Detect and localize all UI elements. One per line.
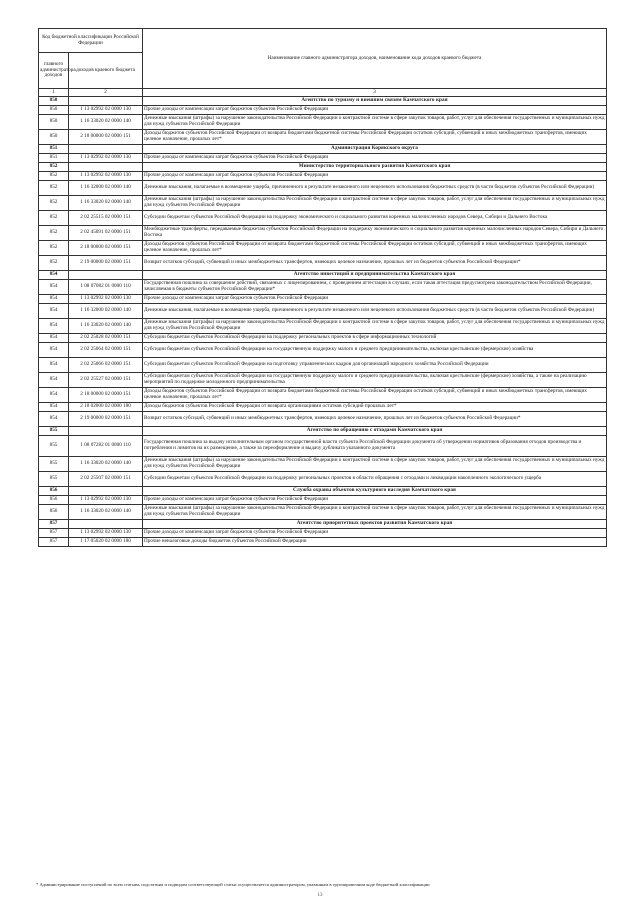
income-code-cell: 2 02 25515 02 0000 151 [69, 211, 143, 226]
income-code-cell: 2 18 00000 02 0000 151 [69, 388, 143, 403]
admin-code-cell: 854 [39, 358, 69, 373]
administrator-row [39, 163, 607, 172]
admin-code-cell: 850 [39, 130, 69, 145]
admin-code-cell: 854 [39, 412, 69, 427]
kbk-group-header: Код бюджетной классификации Российской Федерации [39, 29, 143, 53]
revenue-row [39, 412, 607, 427]
revenue-name-cell: Субсидии бюджетам субъектов Российской Федерации на подготовку управленческих кадров для организаций народного хозяйства Российской Федерации [143, 358, 607, 373]
admin-code-cell: 856 [39, 505, 69, 520]
administrator-name-cell: Агентство по обращению с отходами Камчатского края [143, 427, 607, 436]
income-column-header: доходов краевого бюджета [69, 53, 143, 89]
admin-code-cell: 852 [39, 256, 69, 271]
revenue-name-cell: Доходы бюджетов субъектов Российской Федерации от возврата бюджетами бюджетной системы Российской Федерации остатков субсидий, субвенций и иных межбюджетных трансфертов, имеющих целевое назначение, прошлых лет* [143, 241, 607, 256]
income-administrators-table [38, 28, 607, 547]
column-number: 2 [69, 89, 143, 97]
administrator-row [39, 145, 607, 154]
name-column-header: Наименование главного администратора доходов, наименование кода доходов краевого бюджета [143, 29, 607, 89]
admin-code-cell: 855 [39, 436, 69, 457]
income-code-cell: 1 08 07282 01 0000 110 [69, 436, 143, 457]
admin-code-cell: 857 [39, 520, 69, 529]
revenue-name-cell: Субсидии бюджетам субъектов Российской Федерации на поддержку региональных проектов в сфере информационных технологий [143, 334, 607, 343]
income-code-cell: 1 13 02992 02 0000 130 [69, 295, 143, 304]
income-code-cell: 2 19 00000 02 0000 151 [69, 412, 143, 427]
income-code-cell: 2 18 02000 02 0000 180 [69, 403, 143, 412]
revenue-row [39, 436, 607, 457]
income-code-cell: 2 02 25028 02 0000 151 [69, 334, 143, 343]
income-code-cell: 1 13 02992 02 0000 130 [69, 529, 143, 538]
revenue-name-cell: Субсидии бюджетам субъектов Российской Федерации на поддержку региональных проектов в области обращения с отходами и ликвидации накопленного экологического ущерба [143, 472, 607, 487]
income-code-cell: 1 16 33020 02 0000 140 [69, 196, 143, 211]
revenue-name-cell: Государственная пошлина за выдачу исполнительным органом государственной власти субъекта Российской Федерации документа об утверждении нормативов образования отходов производства и потребления и лимитов на их размещение, а также за переоформление и выдачу дубликата указанного документа [143, 436, 607, 457]
revenue-row [39, 241, 607, 256]
revenue-row [39, 226, 607, 241]
revenue-row [39, 403, 607, 412]
revenue-name-cell: Прочие доходы от компенсации затрат бюджетов субъектов Российской Федерации [143, 106, 607, 115]
administrator-name-cell: Служба охраны объектов культурного наследия Камчатского края [143, 487, 607, 496]
revenue-row [39, 295, 607, 304]
income-code-cell: 1 16 33020 02 0000 140 [69, 115, 143, 130]
column-number: 3 [143, 89, 607, 97]
revenue-row [39, 472, 607, 487]
revenue-row [39, 505, 607, 520]
admin-code-cell: 857 [39, 529, 69, 538]
admin-code-cell: 854 [39, 304, 69, 319]
revenue-name-cell: Доходы бюджетов субъектов Российской Федерации от возврата бюджетами бюджетной системы Российской Федерации остатков субсидий, субвенций и иных межбюджетных трансфертов, имеющих целевое назначение, прошлых лет* [143, 388, 607, 403]
admin-code-cell: 850 [39, 97, 69, 106]
admin-code-cell: 854 [39, 271, 69, 280]
revenue-row [39, 529, 607, 538]
column-number-row [39, 89, 607, 97]
revenue-name-cell: Прочие доходы от компенсации затрат бюджетов субъектов Российской Федерации [143, 295, 607, 304]
administrator-row [39, 520, 607, 529]
admin-code-cell: 852 [39, 211, 69, 226]
revenue-name-cell: Прочие доходы от компенсации затрат бюджетов субъектов Российской Федерации [143, 154, 607, 163]
admin-code-cell: 852 [39, 241, 69, 256]
revenue-name-cell: Денежные взыскания (штрафы) за нарушение законодательства Российской Федерации о контрактной системе в сфере закупок товаров, работ, услуг для обеспечения государственных и муниципальных нужд для нужд субъектов Российской Федерации [143, 505, 607, 520]
revenue-row [39, 538, 607, 547]
admin-code-cell: 852 [39, 181, 69, 196]
revenue-row [39, 154, 607, 163]
income-code-cell: 1 08 07082 01 0000 110 [69, 280, 143, 295]
revenue-name-cell: Возврат остатков субсидий, субвенций и иных межбюджетных трансфертов, имеющих целевое назначение, прошлых лет из бюджетов субъектов Российской Федерации* [143, 412, 607, 427]
admin-code-cell: 852 [39, 196, 69, 211]
admin-code-cell: 850 [39, 115, 69, 130]
admin-code-cell: 854 [39, 388, 69, 403]
income-code-cell [69, 520, 143, 529]
income-code-cell: 1 13 02992 02 0000 130 [69, 172, 143, 181]
income-code-cell [69, 97, 143, 106]
administrator-name-cell: Агентство инвестиций и предпринимательства Камчатского края [143, 271, 607, 280]
income-code-cell: 1 13 02992 02 0000 130 [69, 106, 143, 115]
income-code-cell: 1 16 32000 02 0000 140 [69, 181, 143, 196]
income-code-cell: 1 13 02992 02 0000 130 [69, 154, 143, 163]
admin-code-cell: 851 [39, 154, 69, 163]
revenue-name-cell: Субсидии бюджетам субъектов Российской Федерации на государственную поддержку малого и среднего предпринимательства, включая крестьянские (фермерские) хозяйства, а также на реализацию мероприятий по поддержке молодежного предпринимательства [143, 373, 607, 388]
revenue-row [39, 256, 607, 271]
income-code-cell: 1 16 32000 02 0000 140 [69, 304, 143, 319]
income-code-cell: 2 18 00000 02 0000 151 [69, 241, 143, 256]
admin-code-cell: 852 [39, 226, 69, 241]
revenue-row [39, 319, 607, 334]
income-code-cell: 2 02 25507 02 0000 151 [69, 472, 143, 487]
admin-code-cell: 852 [39, 163, 69, 172]
admin-code-cell: 854 [39, 280, 69, 295]
admin-code-cell: 855 [39, 472, 69, 487]
admin-code-cell: 857 [39, 538, 69, 547]
revenue-name-cell: Субсидии бюджетам субъектов Российской Федерации на государственную поддержку малого и среднего предпринимательства, включая крестьянские (фермерские) хозяйства [143, 343, 607, 358]
administrator-name-cell: Министерство территориального развития Камчатского края [143, 163, 607, 172]
revenue-name-cell: Межбюджетные трансферты, передаваемые бюджетам субъектов Российской Федерации на поддержку экономического и социального развития коренных малочисленных народов Севера, Сибири и Дальнего Востока [143, 226, 607, 241]
admin-column-header: главного администратора доходов [39, 53, 69, 89]
revenue-name-cell: Денежные взыскания (штрафы) за нарушение законодательства Российской Федерации о контрактной системе в сфере закупок товаров, работ, услуг для обеспечения государственных и муниципальных нужд для нужд субъектов Российской Федерации [143, 319, 607, 334]
admin-code-cell: 855 [39, 457, 69, 472]
revenue-row [39, 334, 607, 343]
revenue-row [39, 388, 607, 403]
revenue-row [39, 496, 607, 505]
revenue-name-cell: Прочие неналоговые доходы бюджетов субъектов Российской Федерации [143, 538, 607, 547]
revenue-row [39, 106, 607, 115]
income-code-cell [69, 427, 143, 436]
admin-code-cell: 851 [39, 145, 69, 154]
revenue-row [39, 172, 607, 181]
revenue-name-cell: Государственная пошлина за совершение действий, связанных с лицензированием, с проведением аттестации в случаях, если такая аттестация предусмотрена законодательством Российской Федерации, зачисляемая в бюджеты субъектов Российской Федерации* [143, 280, 607, 295]
page-number: 13 [317, 893, 323, 898]
administrator-row [39, 427, 607, 436]
administrator-name-cell: Агентство по туризму и внешним связям Камчатского края [143, 97, 607, 106]
income-code-cell [69, 487, 143, 496]
revenue-name-cell: Доходы бюджетов субъектов Российской Федерации от возврата организациями остатков субсидий прошлых лет* [143, 403, 607, 412]
footnote: * Администрирование поступлений по всем статьям, подстатьям и подвидам соответствующей статьи осуществляется администратором, указанным в группировочном коде бюджетной классификации [36, 882, 430, 887]
revenue-row [39, 304, 607, 319]
income-code-cell: 1 17 05020 02 0000 180 [69, 538, 143, 547]
header-row-1 [39, 29, 607, 53]
revenue-row [39, 196, 607, 211]
administrator-name-cell: Администрация Корякского округа [143, 145, 607, 154]
admin-code-cell: 854 [39, 403, 69, 412]
revenue-name-cell: Возврат остатков субсидий, субвенций и иных межбюджетных трансфертов, имеющих целевое назначение, прошлых лет из бюджетов субъектов Российской Федерации* [143, 256, 607, 271]
revenue-row [39, 280, 607, 295]
admin-code-cell: 854 [39, 373, 69, 388]
admin-code-cell: 854 [39, 334, 69, 343]
income-code-cell: 2 02 25527 02 0000 151 [69, 373, 143, 388]
column-number: 1 [39, 89, 69, 97]
revenue-row [39, 457, 607, 472]
administrator-row [39, 487, 607, 496]
income-code-cell: 2 02 25066 02 0000 151 [69, 358, 143, 373]
admin-code-cell: 856 [39, 487, 69, 496]
revenue-name-cell: Прочие доходы от компенсации затрат бюджетов субъектов Российской Федерации [143, 172, 607, 181]
income-code-cell [69, 145, 143, 154]
income-code-cell: 1 13 02992 02 0000 130 [69, 496, 143, 505]
revenue-row [39, 373, 607, 388]
income-code-cell: 2 02 25064 02 0000 151 [69, 343, 143, 358]
admin-code-cell: 856 [39, 496, 69, 505]
income-code-cell: 2 19 00000 02 0000 151 [69, 256, 143, 271]
admin-code-cell: 854 [39, 319, 69, 334]
income-code-cell: 1 16 33020 02 0000 140 [69, 319, 143, 334]
revenue-row [39, 115, 607, 130]
income-code-cell: 1 16 33020 02 0000 140 [69, 457, 143, 472]
revenue-name-cell: Денежные взыскания, налагаемые в возмещение ущерба, причиненного в результате незаконного или нецелевого использования бюджетных средств (в части бюджетов субъектов Российской Федерации) [143, 181, 607, 196]
revenue-row [39, 343, 607, 358]
revenue-name-cell: Денежные взыскания, налагаемые в возмещение ущерба, причиненного в результате незаконного или нецелевого использования бюджетных средств (в части бюджетов субъектов Российской Федерации) [143, 304, 607, 319]
income-code-cell: 2 18 00000 02 0000 151 [69, 130, 143, 145]
revenue-name-cell: Субсидии бюджетам субъектов Российской Федерации на поддержку экономического и социального развития коренных малочисленных народов Севера, Сибири и Дальнего Востока [143, 211, 607, 226]
income-code-cell [69, 271, 143, 280]
revenue-name-cell: Денежные взыскания (штрафы) за нарушение законодательства Российской Федерации о контрактной системе в сфере закупок товаров, работ, услуг для обеспечения государственных и муниципальных нужд для нужд субъектов Российской Федерации [143, 196, 607, 211]
revenue-name-cell: Денежные взыскания (штрафы) за нарушение законодательства Российской Федерации о контрактной системе в сфере закупок товаров, работ, услуг для обеспечения государственных и муниципальных нужд для нужд субъектов Российской Федерации [143, 115, 607, 130]
revenue-row [39, 181, 607, 196]
administrator-name-cell: Агентство приоритетных проектов развития Камчатского края [143, 520, 607, 529]
admin-code-cell: 852 [39, 172, 69, 181]
admin-code-cell: 854 [39, 295, 69, 304]
administrator-row [39, 271, 607, 280]
income-code-cell: 2 02 45091 02 0000 151 [69, 226, 143, 241]
revenue-name-cell: Прочие доходы от компенсации затрат бюджетов субъектов Российской Федерации [143, 496, 607, 505]
income-code-cell: 1 16 33020 02 0000 140 [69, 505, 143, 520]
admin-code-cell: 854 [39, 343, 69, 358]
revenue-row [39, 211, 607, 226]
admin-code-cell: 855 [39, 427, 69, 436]
admin-code-cell: 850 [39, 106, 69, 115]
revenue-name-cell: Денежные взыскания (штрафы) за нарушение законодательства Российской Федерации о контрактной системе в сфере закупок товаров, работ, услуг для обеспечения государственных и муниципальных нужд для нужд субъектов Российской Федерации [143, 457, 607, 472]
revenue-name-cell: Прочие доходы от компенсации затрат бюджетов субъектов Российской Федерации [143, 529, 607, 538]
revenue-row [39, 358, 607, 373]
administrator-row [39, 97, 607, 106]
revenue-row [39, 130, 607, 145]
income-code-cell [69, 163, 143, 172]
revenue-name-cell: Доходы бюджетов субъектов Российской Федерации от возврата бюджетами бюджетной системы Российской Федерации остатков субсидий, субвенций и иных межбюджетных трансфертов, имеющих целевое назначение, прошлых лет* [143, 130, 607, 145]
